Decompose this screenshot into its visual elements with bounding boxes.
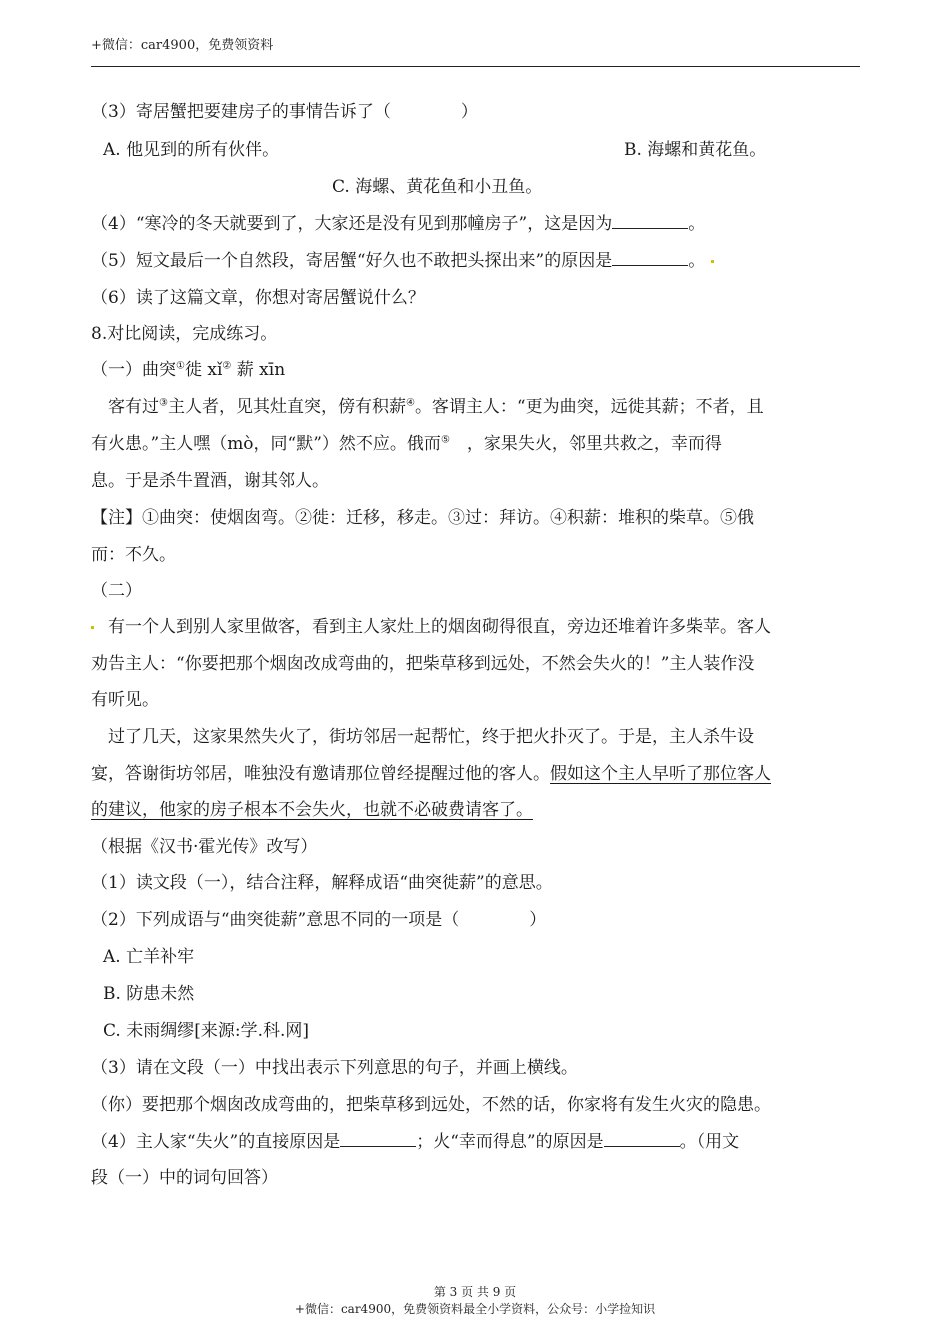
q8-sub2 — [91, 909, 861, 931]
answer-blank[interactable] — [612, 250, 688, 266]
q7-sub3 — [91, 101, 861, 123]
footnote-mark: ③ — [159, 397, 168, 409]
passage1-line: 息。于是杀牛置酒，谢其邻人。 — [91, 471, 329, 491]
page-number: 第 3 页 共 9 页 — [433, 1285, 517, 1299]
q8-sub3-meaning: （你）要把那个烟囱改成弯曲的，把柴草移到远处，不然的话，你家将有发生火灾的隐患。 — [91, 1095, 771, 1115]
q7-sub6: （6）读了这篇文章，你想对寄居蟹说什么？ — [91, 288, 425, 308]
q8-title: 8.对比阅读，完成练习。 — [91, 324, 278, 344]
passage1-title — [91, 359, 861, 381]
passage1-text: 有火患。”主人嘿（mò，同“默”）然不应。俄而 — [91, 434, 441, 454]
passage1-text: 客有过 — [91, 397, 159, 417]
q8-sub2-close: ） — [529, 910, 547, 930]
passage1-line — [91, 433, 861, 455]
footnote-mark: ④ — [405, 397, 415, 409]
q8-sub1: （1）读文段（一），结合注释，解释成语“曲突徙薪”的意思。 — [91, 873, 553, 893]
answer-blank[interactable] — [604, 1131, 680, 1147]
passage2-line — [91, 799, 861, 821]
passage2-line: 有听见。 — [91, 690, 159, 710]
passage2-text: 有一个人到别人家里做客，看到主人家灶上的烟囱砌得很直，旁边还堆着许多柴苹。客人 — [108, 617, 771, 637]
passage1-text: ，家果失火，邻里共救之，幸而得 — [449, 434, 722, 454]
q7-sub5-text: （5）短文最后一个自然段，寄居蟹“好久也不敢把头探出来”的原因是 — [91, 251, 613, 271]
q8-sub4-text: ；火“幸而得息”的原因是 — [416, 1132, 604, 1152]
q8-sub3: （3）请在文段（一）中找出表示下列意思的句子，并画上横线。 — [91, 1058, 578, 1078]
q8-sub2-option-b: B. 防患未然 — [103, 984, 195, 1004]
q7-sub3-option-c: C. 海螺、黄花鱼和小丑鱼。 — [332, 177, 543, 197]
q8-sub4-cont: 段（一）中的词句回答） — [91, 1168, 278, 1188]
q7-sub3-stem: （3）寄居蟹把要建房子的事情告诉了（ — [91, 102, 391, 122]
passage2-line — [91, 763, 861, 785]
passage1-title-a: （一）曲突 — [91, 360, 176, 380]
underlined-sentence: 的建议，他家的房子根本不会失火，也就不必破费请客了。 — [91, 800, 533, 820]
q8-sub4 — [91, 1131, 861, 1153]
annotation-line: 【注】①曲突：使烟囱弯。②徙：迁移，移走。③过：拜访。④积薪：堆积的柴草。⑤俄 — [91, 508, 754, 528]
header-promo-text: +微信：car4900，免费领资料 — [91, 38, 274, 53]
q7-sub4-text: （4）“寒冷的冬天就要到了，大家还是没有见到那幢房子”，这是因为 — [91, 214, 613, 234]
q7-sub5-end: 。 — [688, 251, 706, 271]
passage1-text: 主人者，见其灶直突，傍有积薪 — [167, 397, 406, 417]
passage2-title: （二） — [91, 581, 142, 601]
q7-sub4-end: 。 — [688, 214, 706, 234]
q7-sub4 — [91, 213, 861, 235]
q7-sub5 — [91, 250, 861, 272]
q8-sub4-text: 。（用文 — [679, 1132, 740, 1152]
passage2-text: 宴，答谢街坊邻居，唯独没有邀请那位曾经提醒过他的客人。 — [91, 764, 550, 784]
q7-sub3-option-a: A. 他见到的所有伙伴。 — [103, 140, 280, 160]
answer-blank[interactable] — [612, 213, 688, 229]
header-rule — [91, 66, 860, 67]
yellow-marker-dot — [711, 260, 714, 263]
passage1-line — [91, 396, 861, 418]
annotation-line: 而：不久。 — [91, 545, 176, 565]
q7-sub3-close: ） — [460, 102, 478, 122]
passage2-line — [91, 616, 861, 638]
passage1-text: 。客谓主人：“更为曲突，远徙其薪；不者，且 — [414, 397, 764, 417]
yellow-marker-dot — [91, 626, 94, 629]
passage1-title-c: 薪 xīn — [231, 360, 286, 380]
footer-promo-text: +微信：car4900，免费领资料最全小学资料，公众号：小学捡知识 — [294, 1302, 656, 1316]
passage1-title-b: 徙 xǐ — [184, 360, 223, 380]
passage2-line: 劝告主人：“你要把那个烟囱改成弯曲的，把柴草移到远处，不然会失火的！”主人装作没 — [91, 654, 755, 674]
answer-blank[interactable] — [340, 1131, 416, 1147]
q8-sub2-stem: （2）下列成语与“曲突徙薪”意思不同的一项是（ — [91, 910, 460, 930]
footnote-mark: ⑤ — [440, 434, 450, 446]
source-citation: （根据《汉书·霍光传》改写） — [91, 837, 318, 857]
footnote-mark: ② — [222, 360, 232, 372]
q7-sub3-option-b: B. 海螺和黄花鱼。 — [624, 140, 767, 160]
q8-sub2-option-a: A. 亡羊补牢 — [103, 947, 195, 967]
q8-sub4-text: （4）主人家“失火”的直接原因是 — [91, 1132, 341, 1152]
footnote-mark: ① — [176, 360, 185, 372]
q8-sub2-option-c: C. 未雨绸缪[来源:学.科.网] — [103, 1021, 310, 1041]
passage2-line: 过了几天，这家果然失火了，街坊邻居一起帮忙，终于把火扑灭了。于是，主人杀牛设 — [91, 727, 754, 747]
underlined-sentence: 假如这个主人早听了那位客人 — [550, 764, 771, 784]
